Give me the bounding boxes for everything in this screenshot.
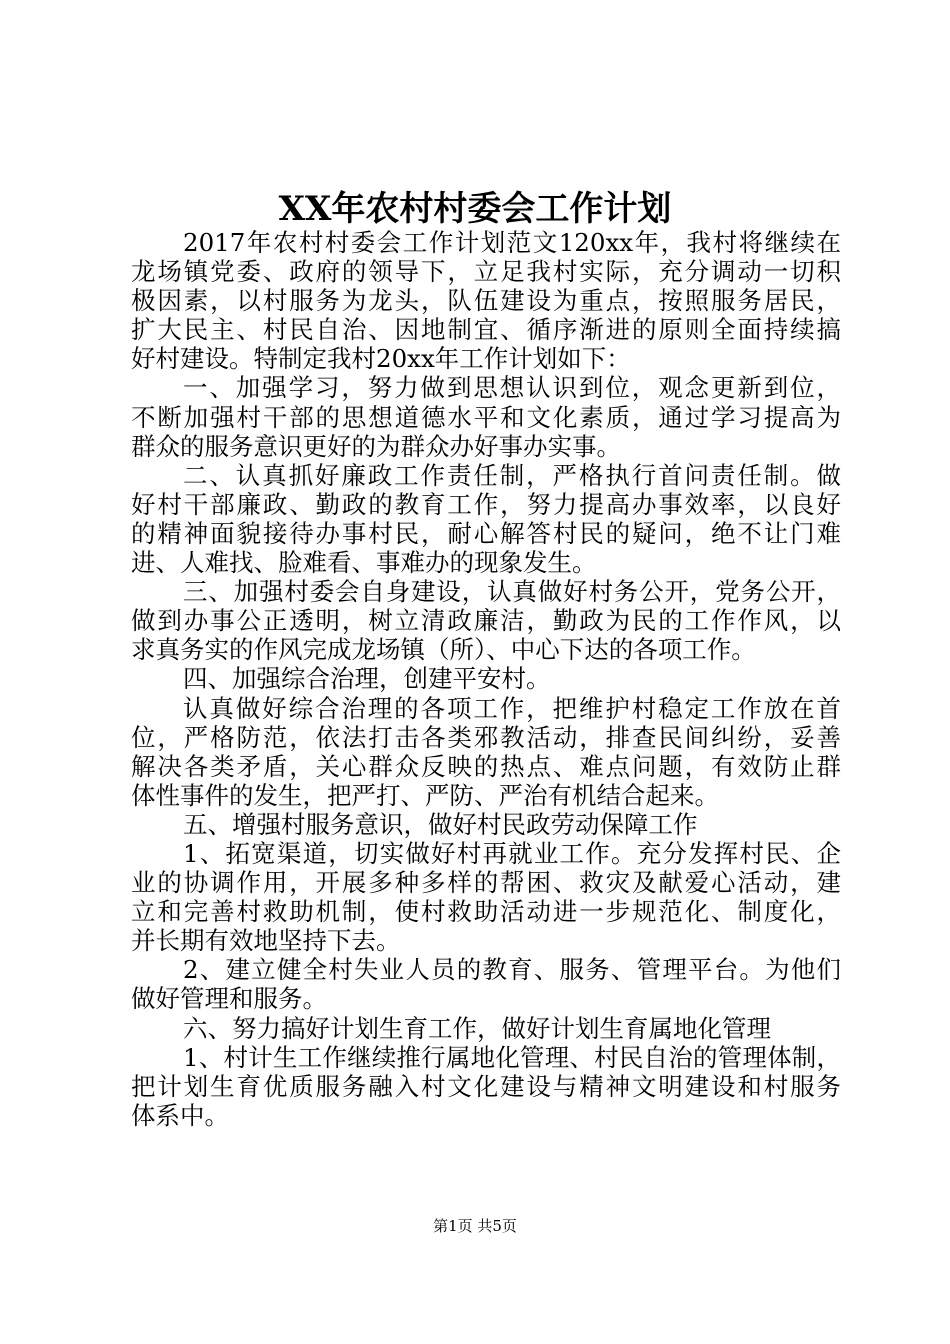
- body-line: 四、加强综合治理，创建平安村。: [183, 664, 551, 694]
- body-line: 解决各类矛盾，关心群众反映的热点、难点问题，有效防止群: [131, 751, 841, 781]
- body-line: 的精神面貌接待办事村民，耐心解答村民的疑问，绝不让门难: [131, 518, 841, 548]
- body-line: 求真务实的作风完成龙场镇（所）、中心下达的各项工作。: [131, 635, 756, 665]
- document-title: XX年农村村委会工作计划: [278, 189, 672, 229]
- body-line: 不断加强村干部的思想道德水平和文化素质，通过学习提高为: [131, 402, 841, 432]
- body-line: 2017年农村村委会工作计划范文120xx年，我村将继续在: [183, 228, 841, 257]
- body-line: 好村建设。特制定我村20xx年工作计划如下：: [131, 344, 631, 374]
- body-line: 做好管理和服务。: [131, 984, 327, 1014]
- body-line: 做到办事公正透明，树立清政廉洁，勤政为民的工作作风，以: [131, 606, 841, 636]
- body-line: 二、认真抓好廉政工作责任制，严格执行首问责任制。做: [183, 460, 841, 490]
- body-line: 并长期有效地坚持下去。: [131, 926, 401, 956]
- body-line: 2、建立健全村失业人员的教育、服务、管理平台。为他们: [183, 955, 841, 985]
- body-line: 五、增强村服务意识，做好村民政劳动保障工作: [183, 809, 698, 839]
- body-line: 位，严格防范，依法打击各类邪教活动，排查民间纠纷，妥善: [131, 722, 841, 752]
- body-line: 好村干部廉政、勤政的教育工作，努力提高办事效率，以良好: [131, 489, 841, 519]
- body-line: 三、加强村委会自身建设，认真做好村务公开，党务公开，: [183, 577, 841, 607]
- body-line: 群众的服务意识更好的为群众办好事办实事。: [131, 431, 621, 461]
- body-line: 1、拓宽渠道，切实做好村再就业工作。充分发挥村民、企: [183, 838, 841, 868]
- body-line: 扩大民主、村民自治、因地制宜、循序渐进的原则全面持续搞: [131, 315, 841, 345]
- document-body: [131, 228, 841, 1130]
- body-line: 体系中。: [131, 1100, 229, 1130]
- body-line: 认真做好综合治理的各项工作，把维护村稳定工作放在首: [183, 693, 841, 723]
- body-line: 立和完善村救助机制，使村救助活动进一步规范化、制度化，: [131, 897, 841, 927]
- body-line: 把计划生育优质服务融入村文化建设与精神文明建设和村服务: [131, 1071, 841, 1101]
- body-line: 龙场镇党委、政府的领导下，立足我村实际，充分调动一切积: [131, 257, 841, 287]
- page-footer: 第1页 共5页: [433, 1217, 517, 1235]
- body-line: 进、人难找、脸难看、事难办的现象发生。: [131, 548, 597, 578]
- body-line: 一、加强学习，努力做到思想认识到位，观念更新到位，: [183, 373, 841, 403]
- body-line: 体性事件的发生，把严打、严防、严治有机结合起来。: [131, 780, 719, 810]
- body-line: 极因素，以村服务为龙头，队伍建设为重点，按照服务居民，: [131, 286, 841, 316]
- body-line: 业的协调作用，开展多种多样的帮困、救灾及献爱心活动，建: [131, 868, 841, 898]
- body-line: 六、努力搞好计划生育工作，做好计划生育属地化管理: [183, 1013, 771, 1043]
- body-line: 1、村计生工作继续推行属地化管理、村民自治的管理体制，: [183, 1042, 841, 1072]
